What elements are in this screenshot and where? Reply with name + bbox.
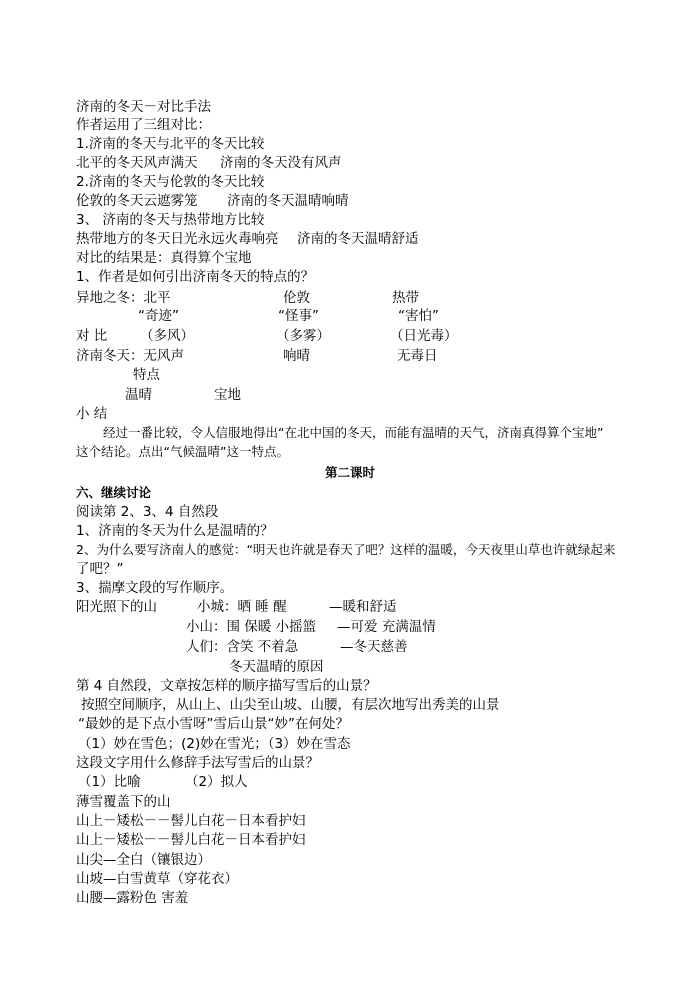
text-line: “怪事” [278, 308, 319, 324]
text-line: 山上－矮松－－髻儿白花－日本看护妇 [76, 832, 306, 848]
text-line: 人们：含笑 不着急 [186, 639, 299, 655]
paragraph-line: 这个结论。点出“气候温晴”这一特点。 [76, 444, 289, 459]
text-line: 宝地 [214, 387, 241, 403]
text-line: “害怕” [398, 308, 439, 324]
text-line: （1）比喻 [78, 774, 141, 790]
question-line: 1、济南的冬天为什么是温晴的？ [76, 523, 274, 539]
question-line: 3、揣摩文段的写作顺序。 [76, 580, 234, 596]
text-line: 热带 [392, 290, 419, 306]
text-line: 2.济南的冬天与伦敦的冬天比较 [76, 174, 265, 190]
text-line: （多风） [140, 328, 194, 344]
text-line: 按照空间顺序，从山上、山尖至山坡、山腰，有层次地写出秀美的山景 [81, 697, 500, 713]
text-line: 特点 [133, 367, 160, 383]
text-line: 响晴 [283, 348, 310, 364]
text-line: 伦敦的冬天云遮雾笼 [76, 193, 198, 209]
text-line: 热带地方的冬天日光永远火毒响亮 [76, 231, 279, 247]
text-line: 伦敦 [283, 290, 310, 306]
text-line: —暖和舒适 [329, 599, 397, 615]
text-line: 异地之冬：北平 [76, 290, 171, 306]
text-line: 温晴 [125, 387, 152, 403]
text-line: 济南的冬天没有风声 [220, 155, 342, 171]
text-line: 济南冬天：无风声 [76, 348, 184, 364]
text-line: 小 结 [76, 406, 108, 422]
text-line: 济南的冬天温晴舒适 [297, 231, 419, 247]
text-line: 了吧？” [76, 561, 124, 577]
text-line: 作者运用了三组对比： [76, 117, 211, 133]
question-line: 1、作者是如何引出济南冬天的特点的？ [76, 269, 315, 285]
heading-contrast-method: 济南的冬天－对比手法 [76, 99, 211, 115]
text-line: （日光毒） [390, 328, 458, 344]
text-line: 对 比 [76, 328, 108, 344]
text-line: 北平的冬天风声满天 [76, 155, 198, 171]
text-line: 1.济南的冬天与北平的冬天比较 [76, 136, 265, 152]
text-line: （1）妙在雪色；(2)妙在雪光；（3）妙在雪态 [78, 736, 351, 752]
text-line: 薄雪覆盖下的山 [76, 794, 171, 810]
section-heading-discussion: 六、继续讨论 [76, 485, 152, 500]
text-line: 3、 济南的冬天与热带地方比较 [76, 212, 265, 228]
text-line: —可爱 充满温情 [337, 619, 436, 635]
text-line: （2）拟人 [185, 774, 248, 790]
text-line: 山坡—白雪黄草（穿花衣） [76, 871, 238, 887]
text-line: 无毒日 [397, 348, 438, 364]
question-line: “最妙的是下点小雪呀”雪后山景“妙”在何处？ [78, 716, 349, 732]
text-line: （多雾） [276, 328, 330, 344]
text-line: 对比的结果是：真得算个宝地 [76, 250, 252, 266]
text-line: 小城：晒 睡 醒 [197, 599, 287, 615]
question-line: 这段文字用什么修辞手法写雪后的山景？ [76, 755, 319, 771]
text-line: 济南的冬天温晴响晴 [227, 193, 349, 209]
text-line: 阳光照下的山 [76, 599, 157, 615]
text-line: 山上－矮松－－髻儿白花－日本看护妇 [76, 813, 306, 829]
question-line: 2、为什么要写济南人的感觉：“明天也许就是春天了吧？这样的温暖，今天夜里山草也许就绿起来 [76, 542, 616, 557]
text-line: 小山：围 保暖 小摇篮 [186, 619, 317, 635]
text-line: 山尖—全白（镶银边） [76, 852, 211, 868]
paragraph-line: 经过一番比较，令人信服地得出“在北中国的冬天，而能有温晴的天气，济南真得算个宝地” [103, 425, 604, 440]
text-line: “奇迹” [138, 308, 179, 324]
text-line: 阅读第 2、3、4 自然段 [76, 504, 219, 520]
text-line: —冬天慈善 [340, 639, 408, 655]
section-heading-second-lesson: 第二课时 [325, 465, 376, 480]
text-line: 冬天温晴的原因 [229, 659, 324, 675]
text-line: 山腰—露粉色 害羞 [76, 890, 189, 906]
question-line: 第 4 自然段，文章按怎样的顺序描写雪后的山景？ [76, 678, 377, 694]
